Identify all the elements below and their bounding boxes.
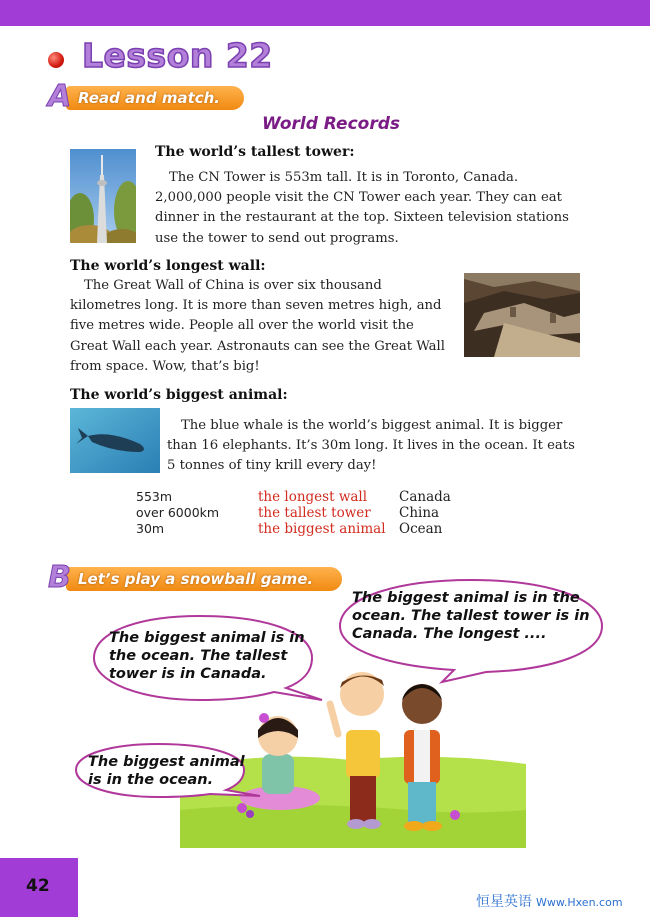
world-records-title: World Records xyxy=(262,114,401,134)
section-b-label: Let’s play a snowball game. xyxy=(78,570,314,588)
match-record: the tallest tower xyxy=(258,505,371,521)
wall-paragraph: The Great Wall of China is over six thousand kilometres long. It is more than seven metres high, and five metres wide. People all over the world visit the Great Wall each year. Astronauts can see the Great Wall from space. Wow, that’s big! xyxy=(70,278,445,374)
section-a-label: Read and match. xyxy=(78,89,221,107)
match-value: 553m xyxy=(136,489,173,504)
top-color-bar xyxy=(0,0,650,26)
match-place: China xyxy=(399,505,440,521)
section-a-bar xyxy=(66,86,244,110)
speech-text-left: The biggest animal is in the ocean. xyxy=(88,754,245,788)
footer-brand-name: 恒星英语 xyxy=(476,894,532,910)
wall-heading: The world’s longest wall: xyxy=(70,258,266,274)
speech-text-right: The biggest animal is in the ocean. The tallest tower is in Canada. The longest .... xyxy=(352,590,590,642)
section-a-letter: A xyxy=(48,79,72,114)
match-record: the longest wall xyxy=(258,489,368,505)
tower-heading: The world’s tallest tower: xyxy=(155,144,355,160)
match-column-values xyxy=(136,489,219,537)
great-wall-photo xyxy=(464,273,580,357)
match-column-records xyxy=(258,489,386,537)
section-b-bar xyxy=(66,567,342,591)
lesson-title: Lesson 22 xyxy=(82,36,273,75)
section-b-letter: B xyxy=(48,560,71,595)
animal-heading: The world’s biggest animal: xyxy=(70,387,288,403)
tower-paragraph: The CN Tower is 553m tall. It is in Toronto, Canada. 2,000,000 people visit the CN Tower each year. They can eat dinner in the restaurant at the top. Sixteen television stations use the tower to send out programs. xyxy=(155,170,569,246)
animal-paragraph: The blue whale is the world’s biggest animal. It is bigger than 16 elephants. It’s 30m long. It lives in the ocean. It eats 5 tonnes of tiny krill every day! xyxy=(167,418,575,474)
match-column-places xyxy=(399,489,451,537)
page-number: 42 xyxy=(26,876,50,896)
footer-url: Www.Hxen.com xyxy=(536,896,623,909)
cn-tower-photo xyxy=(70,149,136,243)
match-record: the biggest animal xyxy=(258,521,386,537)
red-bullet-icon xyxy=(48,52,64,68)
match-place: Ocean xyxy=(399,521,443,537)
blue-whale-photo xyxy=(70,408,160,473)
match-value: 30m xyxy=(136,521,165,536)
match-place: Canada xyxy=(399,489,451,505)
speech-text-middle: The biggest animal is in the ocean. The tallest tower is in Canada. xyxy=(109,630,305,682)
match-value: over 6000km xyxy=(136,505,220,520)
footer-brand xyxy=(476,891,623,911)
